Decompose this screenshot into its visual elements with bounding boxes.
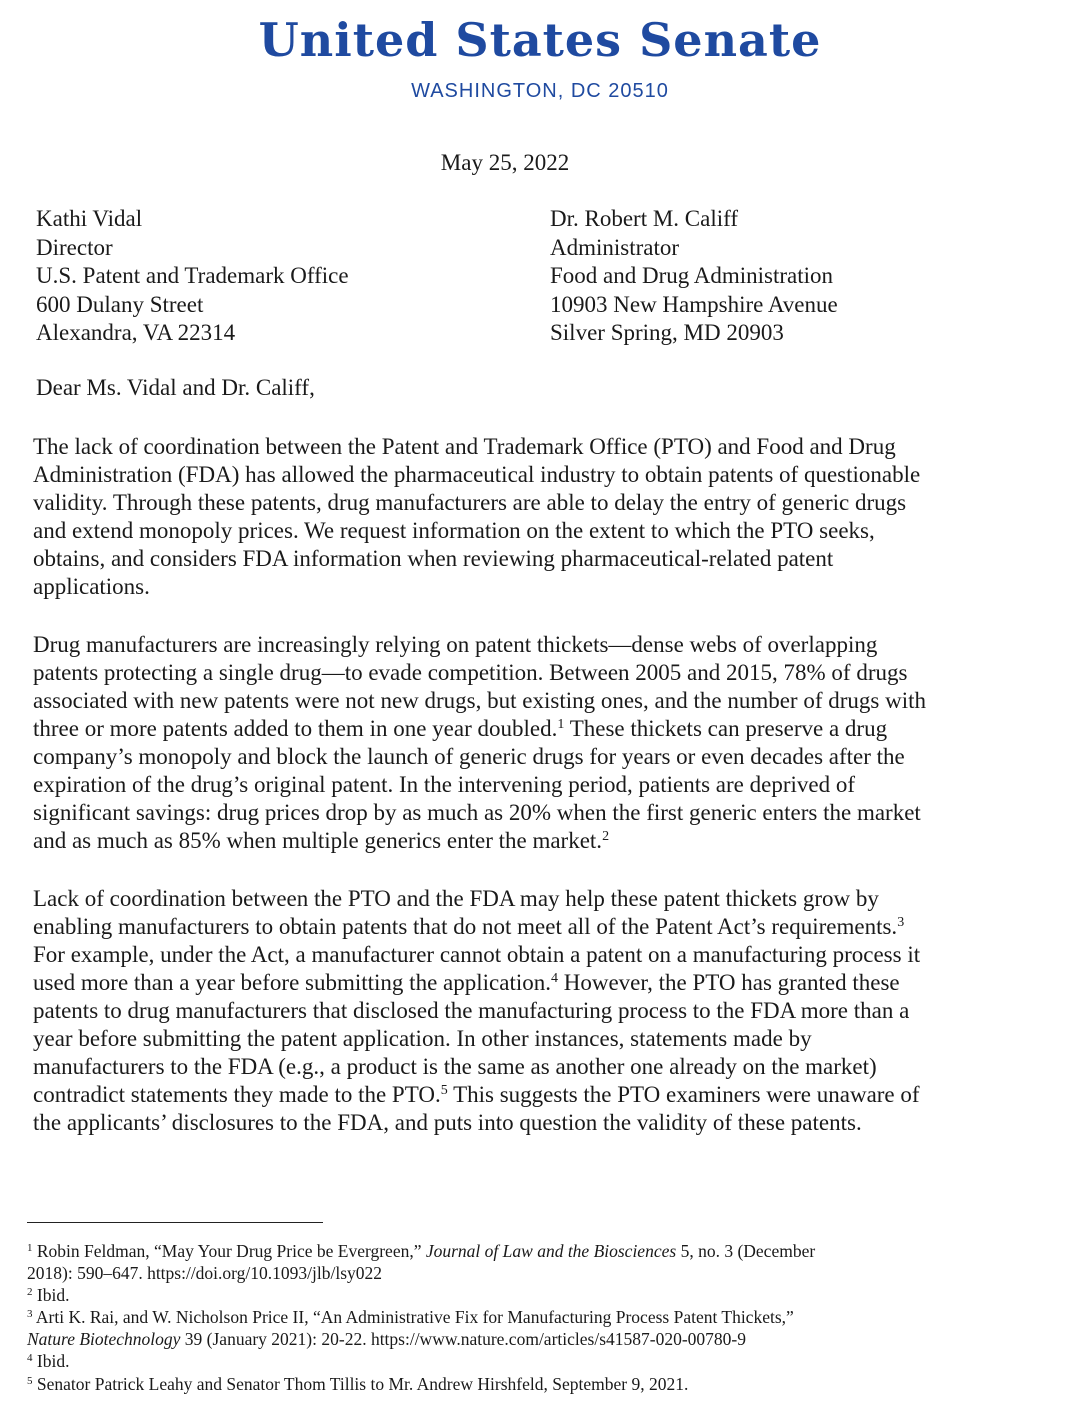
footnote-text: Arti K. Rai, and W. Nicholson Price II, “An Administrative Fix for Manufacturing Process Patent Thickets,” [32, 1307, 794, 1327]
paragraph-text: However, the PTO has granted these [557, 970, 900, 995]
footnote-mark: 1 [27, 1242, 33, 1254]
footnote-5 [27, 1373, 688, 1395]
footnote-mark: 2 [27, 1286, 33, 1298]
footnote-text: Ibid. [32, 1285, 70, 1305]
footnote-3 [27, 1306, 794, 1350]
paragraph-line: For example, under the Act, a manufacturer cannot obtain a patent on a manufacturing process it [33, 942, 921, 967]
paragraph-line: Lack of coordination between the PTO and the FDA may help these patent thickets grow by [33, 886, 879, 911]
footnote-text: Ibid. [32, 1351, 70, 1371]
paragraph-line: expiration of the drug’s original patent. In the intervening period, patients are deprived of [33, 772, 855, 797]
footnote-ref-1[interactable]: 1 [557, 717, 565, 732]
address-line: Food and Drug Administration [550, 263, 834, 288]
footnote-mark: 5 [27, 1375, 33, 1387]
footnote-line [27, 1284, 69, 1306]
paragraph-line [33, 827, 1033, 855]
address-line: 600 Dulany Street [36, 291, 204, 317]
paragraph-line: company’s monopoly and block the launch of generic drugs for years or even decades after the [33, 744, 905, 769]
footnote-line [27, 1328, 794, 1350]
paragraph-line: obtains, and considers FDA information when reviewing pharmaceutical-related patent [33, 546, 834, 571]
footnote-mark: 3 [27, 1308, 33, 1320]
salutation: Dear Ms. Vidal and Dr. Califf, [36, 375, 315, 400]
address-line: Kathi Vidal [36, 206, 143, 231]
recipient-address-fda [550, 205, 838, 348]
paragraph-text: and as much as 85% when multiple generics enter the market. [33, 828, 603, 853]
paragraph-text: This suggests the PTO examiners were unaware of [447, 1082, 920, 1107]
paragraph-line: associated with new patents were not new drugs, but existing ones, and the number of drugs with [33, 688, 926, 713]
footnote-line [27, 1306, 794, 1328]
footnote-line[interactable]: 2018): 590–647. https://doi.org/10.1093/jlb/lsy022 [27, 1263, 383, 1283]
footnote-ref-2[interactable]: 2 [602, 829, 610, 844]
paragraph-line [33, 1081, 1033, 1109]
recipient-address-pto [36, 205, 349, 348]
footnote-text: Robin Feldman, “May Your Drug Price be Evergreen,” [32, 1241, 426, 1261]
footnote-line [27, 1350, 69, 1372]
paragraph-line: significant savings: drug prices drop by as much as 20% when the first generic enters the market [33, 800, 921, 825]
paragraph-text: contradict statements they made to the PTO. [33, 1082, 441, 1107]
body-paragraph-3 [33, 885, 1033, 1137]
paragraph-text: enabling manufacturers to obtain patents that do not meet all of the Patent Act’s requirements. [33, 914, 898, 939]
paragraph-line [33, 715, 1033, 743]
letter-date: May 25, 2022 [440, 150, 570, 175]
body-paragraph-1 [33, 433, 1033, 601]
paragraph-line: Administration (FDA) has allowed the pharmaceutical industry to obtain patents of questionable [33, 462, 921, 487]
paragraph-line: year before submitting the patent application. In other instances, statements made by [33, 1026, 812, 1051]
letterhead-title: United States Senate [258, 13, 822, 67]
footnote-ref-3[interactable]: 3 [897, 915, 905, 930]
paragraph-text: These thickets can preserve a drug [564, 716, 888, 741]
footnote-text: Senator Patrick Leahy and Senator Thom Tillis to Mr. Andrew Hirshfeld, September 9, 2021. [32, 1374, 689, 1394]
address-line: Silver Spring, MD 20903 [550, 320, 784, 345]
paragraph-line [33, 969, 1033, 997]
footnote-journal: Journal of Law and the Biosciences [425, 1241, 677, 1261]
footnote-4 [27, 1350, 69, 1372]
footnote-divider [27, 1222, 323, 1223]
paragraph-text: used more than a year before submitting the application. [33, 970, 551, 995]
paragraph-line: and extend monopoly prices. We request information on the extent to which the PTO seeks, [33, 518, 875, 543]
footnote-journal: Nature Biotechnology [27, 1329, 181, 1349]
paragraph-line: patents to drug manufacturers that disclosed the manufacturing process to the FDA more than a [33, 998, 910, 1023]
footnote-ref-5[interactable]: 5 [440, 1083, 448, 1098]
footnote-1 [27, 1240, 815, 1284]
address-line: Dr. Robert M. Califf [550, 206, 739, 231]
body-paragraph-2 [33, 631, 1033, 855]
footnote-text: 5, no. 3 (December [676, 1241, 816, 1261]
footnote-text[interactable]: 39 (January 2021): 20-22. https://www.nature.com/articles/s41587-020-00780-9 [180, 1329, 746, 1349]
footnote-ref-4[interactable]: 4 [550, 971, 558, 986]
address-line: U.S. Patent and Trademark Office [36, 263, 349, 288]
paragraph-line: patents protecting a single drug—to evade competition. Between 2005 and 2015, 78% of drugs [33, 660, 908, 685]
paragraph-line: validity. Through these patents, drug manufacturers are able to delay the entry of generic drugs [33, 490, 907, 515]
paragraph-line: the applicants’ disclosures to the FDA, and puts into question the validity of these patents. [33, 1110, 862, 1135]
paragraph-line: Drug manufacturers are increasingly relying on patent thickets—dense webs of overlapping [33, 632, 878, 657]
address-line: Alexandra, VA 22314 [36, 320, 236, 345]
footnote-line [27, 1240, 815, 1262]
footnote-mark: 4 [27, 1352, 33, 1364]
paragraph-line: manufacturers to the FDA (e.g., a product is the same as another one already on the market) [33, 1054, 877, 1079]
footnote-line [27, 1373, 688, 1395]
address-line: Administrator [550, 234, 680, 260]
footnote-2 [27, 1284, 69, 1306]
paragraph-line: applications. [33, 574, 150, 599]
paragraph-text: three or more patents added to them in one year doubled. [33, 716, 558, 741]
letterhead-address: WASHINGTON, DC 20510 [411, 80, 669, 102]
paragraph-line: The lack of coordination between the Patent and Trademark Office (PTO) and Food and Drug [33, 434, 896, 459]
address-line: Director [36, 234, 113, 260]
paragraph-line [33, 913, 1033, 941]
address-line: 10903 New Hampshire Avenue [550, 291, 838, 317]
